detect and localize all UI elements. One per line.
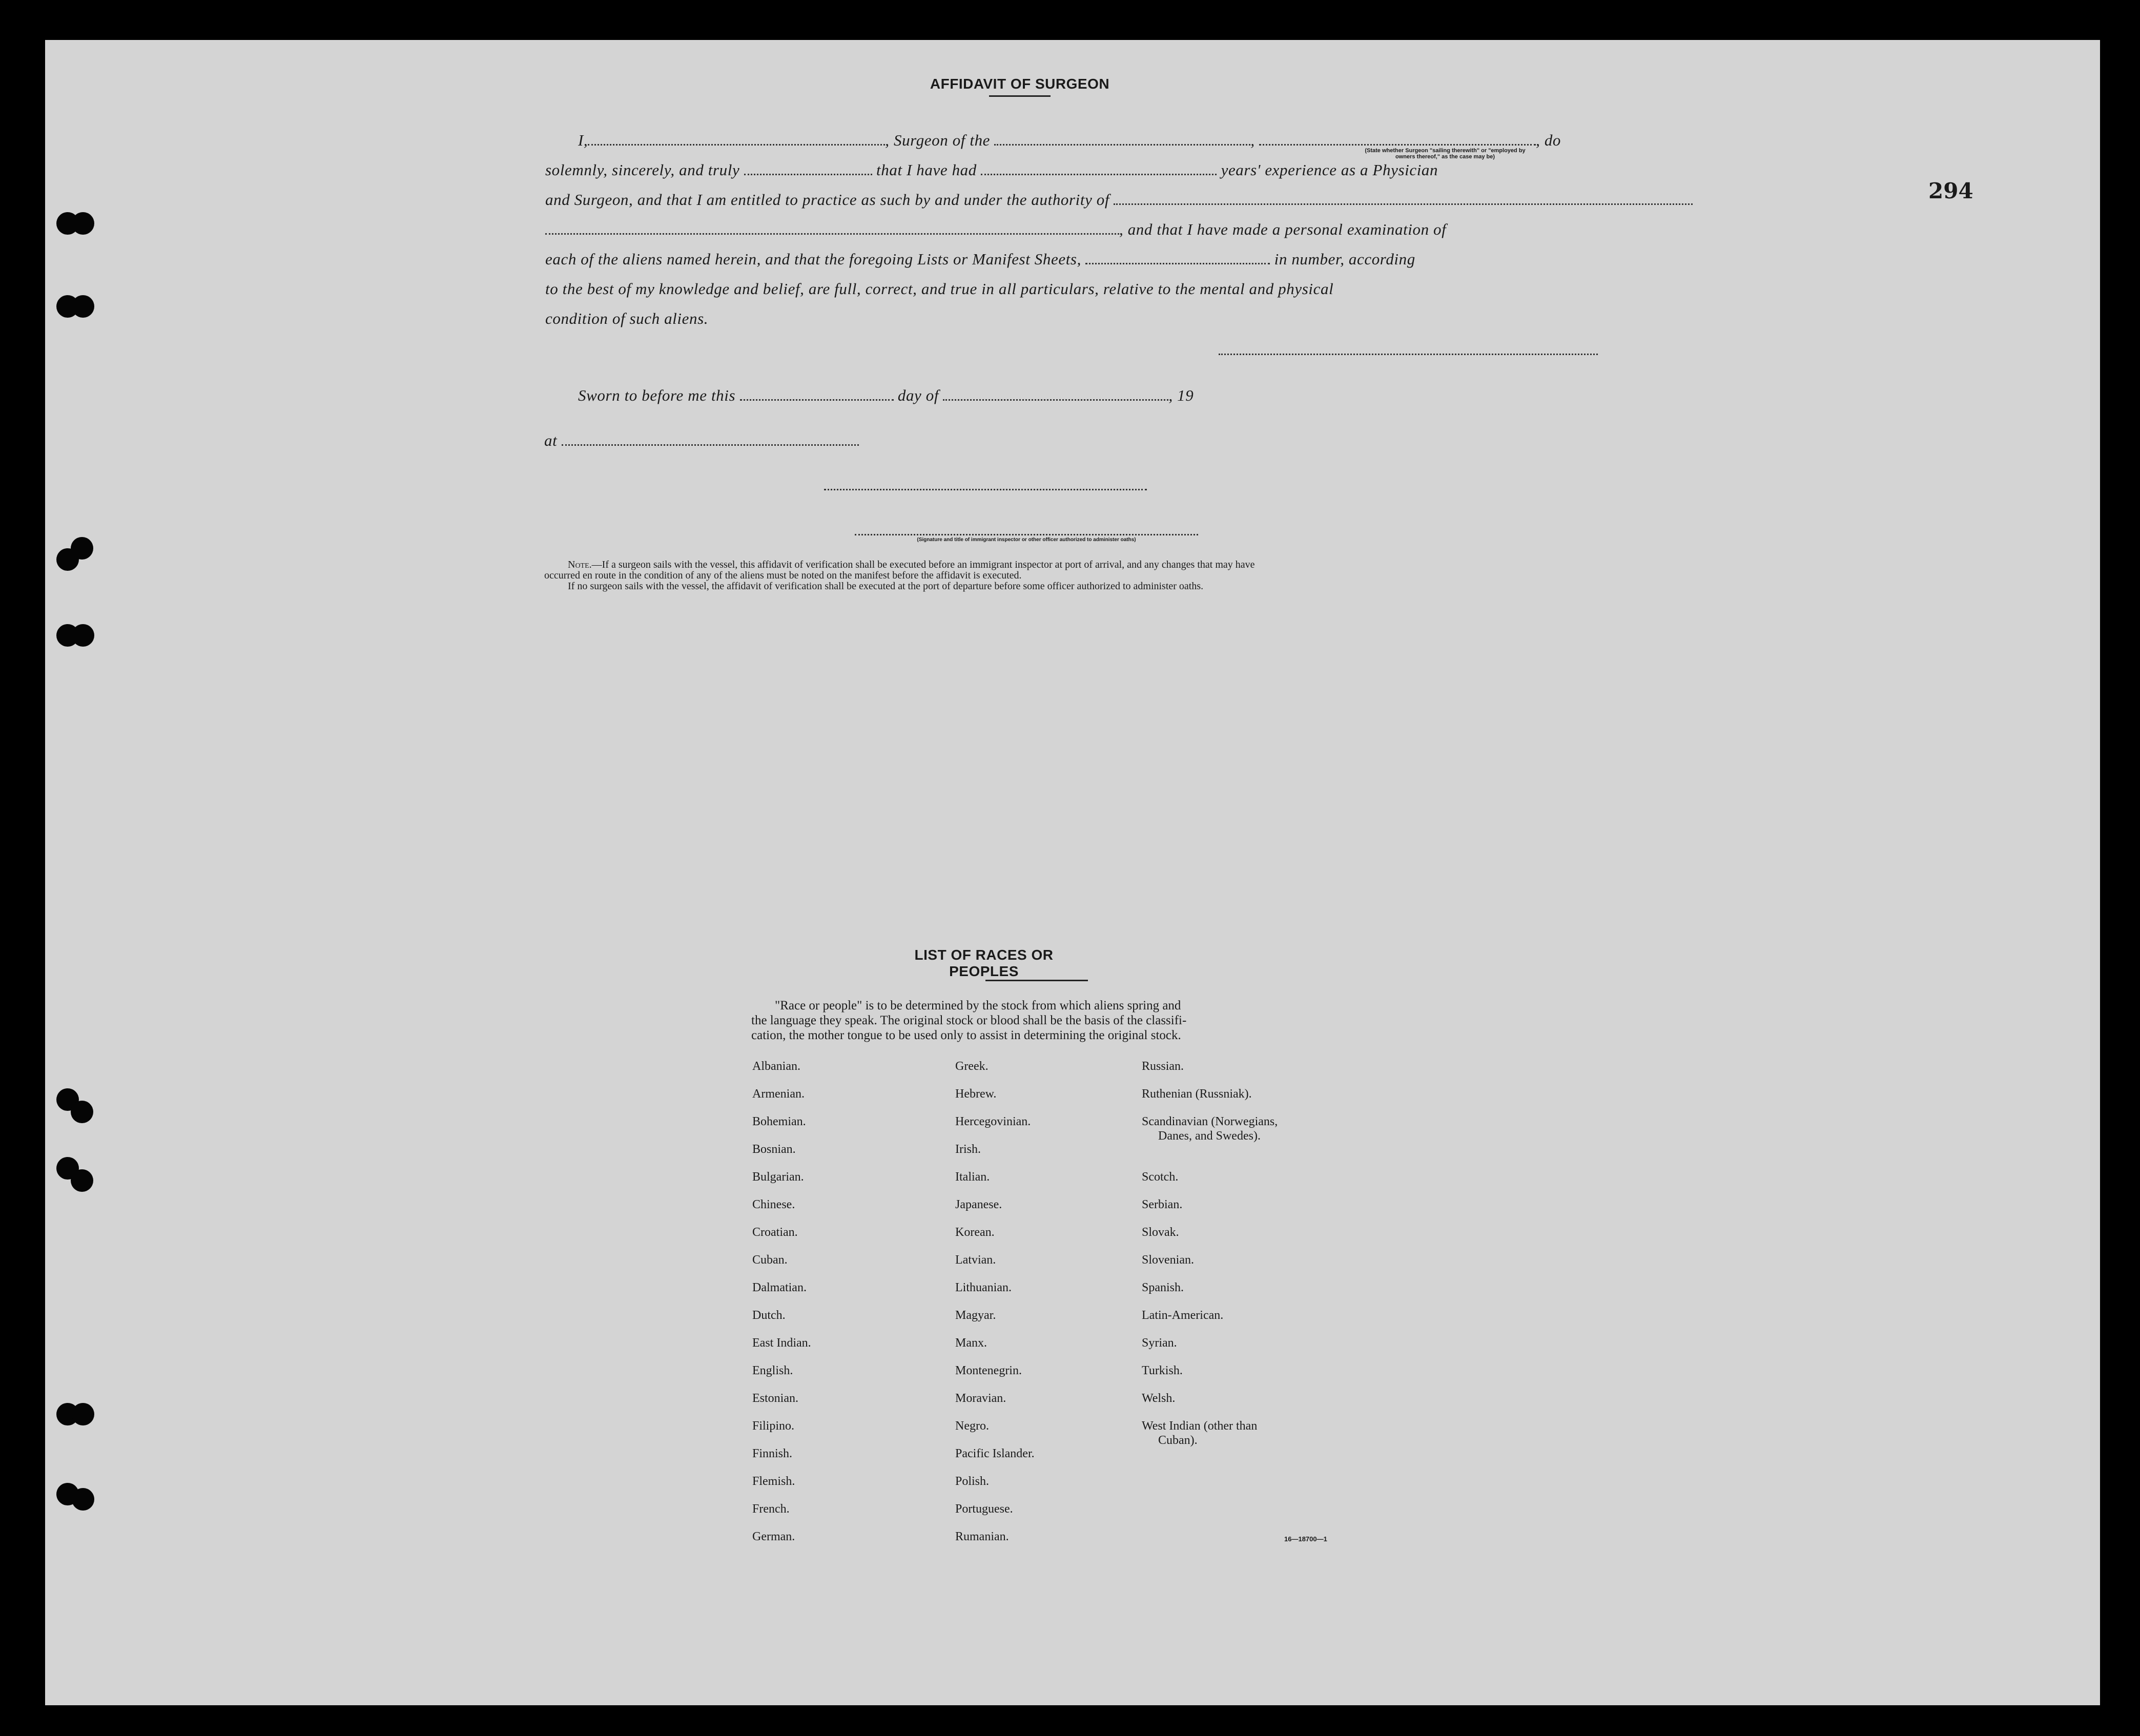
text-personal-examination: , and that I have made a personal examination of bbox=[1119, 220, 1447, 238]
at-line bbox=[544, 431, 859, 450]
text-surgeon-of-the: , Surgeon of the bbox=[885, 131, 991, 149]
binder-hole bbox=[71, 1101, 93, 1123]
note-label: Note. bbox=[568, 559, 592, 570]
text-i: I, bbox=[578, 131, 588, 149]
state-note bbox=[1302, 148, 1589, 160]
race-item: Portuguese. bbox=[955, 1502, 1013, 1516]
signature-caption: (Signature and title of immigrant inspector or other officer authorized to administer oaths) bbox=[917, 537, 1136, 543]
race-item: Spanish. bbox=[1142, 1281, 1184, 1294]
sheets-number-field[interactable] bbox=[1085, 262, 1270, 264]
race-item: Korean. bbox=[955, 1226, 995, 1239]
note-line-3: If no surgeon sails with the vessel, the affidavit of verification shall be executed at the port of departure before some officer authorized to administer oaths. bbox=[568, 581, 1204, 592]
affidavit-line-4 bbox=[545, 220, 1446, 239]
affidavit-line-2 bbox=[545, 161, 1438, 179]
affidavit-line-6: to the best of my knowledge and belief, are full, correct, and true in all particulars, relative to the mental and physical bbox=[545, 280, 1334, 298]
text-years-experience: years' experience as a Physician bbox=[1221, 161, 1438, 179]
affidavit-line-5 bbox=[545, 250, 1415, 268]
race-item: Ruthenian (Russniak). bbox=[1142, 1087, 1252, 1101]
officer-signature-field[interactable] bbox=[824, 488, 1147, 490]
race-item: Cuban). bbox=[1158, 1434, 1198, 1447]
affidavit-line-7: condition of such aliens. bbox=[545, 309, 709, 327]
intro-line-3: cation, the mother tongue to be used only to assist in determining the original stock. bbox=[751, 1028, 1181, 1042]
race-item: Welsh. bbox=[1142, 1392, 1176, 1405]
text-sworn: Sworn to before me this bbox=[578, 386, 736, 404]
race-item: German. bbox=[752, 1530, 795, 1543]
race-item: Magyar. bbox=[955, 1309, 996, 1322]
text-in-number: in number, according bbox=[1274, 250, 1415, 268]
oath-type-field[interactable] bbox=[744, 173, 872, 175]
race-item: Syrian. bbox=[1142, 1336, 1177, 1350]
text-at: at bbox=[544, 431, 558, 449]
intro-line-2: the language they speak. The original stock or blood shall be the basis of the classifi- bbox=[751, 1014, 1187, 1027]
race-item: Montenegrin. bbox=[955, 1364, 1022, 1377]
race-item: Bosnian. bbox=[752, 1143, 796, 1156]
race-item: Slovenian. bbox=[1142, 1253, 1194, 1267]
race-item: Dutch. bbox=[752, 1309, 786, 1322]
race-item: Estonian. bbox=[752, 1392, 798, 1405]
race-item: Scandinavian (Norwegians, bbox=[1142, 1115, 1278, 1128]
surgeon-signature-field[interactable] bbox=[1219, 353, 1598, 355]
text-each-of-the-aliens: each of the aliens named herein, and that the foregoing Lists or Manifest Sheets, bbox=[545, 250, 1081, 268]
race-item: Japanese. bbox=[955, 1198, 1002, 1211]
text-and-surgeon: and Surgeon, and that I am entitled to practice as such by and under the authority of bbox=[545, 191, 1110, 209]
races-title: LIST OF RACES OR PEOPLES bbox=[914, 947, 1054, 979]
race-item: Bohemian. bbox=[752, 1115, 806, 1128]
race-item: Greek. bbox=[955, 1060, 989, 1073]
race-item: Latvian. bbox=[955, 1253, 996, 1267]
document-sheet bbox=[45, 40, 2100, 1705]
affidavit-note bbox=[544, 560, 1255, 592]
text-year: , 19 bbox=[1168, 386, 1194, 404]
vessel-field[interactable] bbox=[994, 143, 1250, 146]
note-text-1: —If a surgeon sails with the vessel, this affidavit of verification shall be executed before an immigrant inspector at port of arrival, and any changes that may have bbox=[591, 559, 1255, 570]
race-item: Turkish. bbox=[1142, 1364, 1183, 1377]
race-item: Scotch. bbox=[1142, 1170, 1179, 1184]
authority-field-2[interactable] bbox=[545, 232, 1119, 235]
state-note-line-2: owners thereof," as the case may be) bbox=[1395, 154, 1495, 160]
race-item: Hebrew. bbox=[955, 1087, 997, 1101]
affidavit-line-3 bbox=[545, 191, 1693, 209]
affidavit-title: AFFIDAVIT OF SURGEON bbox=[930, 76, 1110, 92]
binder-hole bbox=[72, 624, 94, 647]
text-comma: , bbox=[1250, 131, 1255, 149]
race-item: Latin-American. bbox=[1142, 1309, 1224, 1322]
text-that-i-have-had: that I have had bbox=[876, 161, 977, 179]
race-item: Negro. bbox=[955, 1419, 989, 1433]
sworn-line bbox=[578, 386, 1194, 405]
authority-field-1[interactable] bbox=[1114, 202, 1693, 205]
binder-hole bbox=[72, 295, 94, 318]
race-item: Pacific Islander. bbox=[955, 1447, 1035, 1460]
at-place-field[interactable] bbox=[562, 443, 859, 446]
race-item: Slovak. bbox=[1142, 1226, 1179, 1239]
race-item: Lithuanian. bbox=[955, 1281, 1012, 1294]
binder-hole bbox=[71, 537, 93, 560]
race-item: Hercegovinian. bbox=[955, 1115, 1031, 1128]
binder-hole bbox=[72, 1403, 94, 1425]
affidavit-title-rule bbox=[989, 95, 1051, 97]
affidavit-line-1 bbox=[578, 131, 1561, 150]
race-item: Moravian. bbox=[955, 1392, 1006, 1405]
intro-line-1: "Race or people" is to be determined by the stock from which aliens spring and bbox=[775, 999, 1181, 1012]
race-item: Filipino. bbox=[752, 1419, 795, 1433]
state-note-line-1: (State whether Surgeon "sailing therewith" or "employed by bbox=[1365, 148, 1526, 154]
text-do: , do bbox=[1536, 131, 1561, 149]
form-code: 16—18700—1 bbox=[1284, 1535, 1327, 1543]
race-item: English. bbox=[752, 1364, 793, 1377]
race-item: French. bbox=[752, 1502, 790, 1516]
race-item: Dalmatian. bbox=[752, 1281, 807, 1294]
binder-hole bbox=[71, 1169, 93, 1192]
race-item: Finnish. bbox=[752, 1447, 793, 1460]
binder-hole bbox=[72, 212, 94, 235]
race-item: Manx. bbox=[955, 1336, 987, 1350]
officer-title-field[interactable] bbox=[855, 533, 1198, 535]
race-item: Irish. bbox=[955, 1143, 981, 1156]
sworn-day-field[interactable] bbox=[740, 398, 894, 401]
race-item: Armenian. bbox=[752, 1087, 805, 1101]
races-title-rule bbox=[985, 980, 1088, 981]
race-item: Chinese. bbox=[752, 1198, 795, 1211]
race-item: Rumanian. bbox=[955, 1530, 1009, 1543]
surgeon-status-field[interactable] bbox=[1259, 143, 1536, 146]
races-intro bbox=[751, 998, 1186, 1043]
note-line-2: occurred en route in the condition of any of the aliens must be noted on the manifest before the affidavit is executed. bbox=[544, 570, 1022, 581]
race-item: Flemish. bbox=[752, 1475, 795, 1488]
text-day-of: day of bbox=[897, 386, 939, 404]
race-item: Russian. bbox=[1142, 1060, 1184, 1073]
sworn-month-field[interactable] bbox=[943, 398, 1168, 401]
race-item: Albanian. bbox=[752, 1060, 800, 1073]
race-item: Serbian. bbox=[1142, 1198, 1183, 1211]
note-line-1 bbox=[544, 560, 1255, 570]
surgeon-name-field[interactable] bbox=[588, 143, 885, 146]
race-item: Italian. bbox=[955, 1170, 990, 1184]
race-item: East Indian. bbox=[752, 1336, 811, 1350]
race-item: Polish. bbox=[955, 1475, 990, 1488]
years-field[interactable] bbox=[981, 173, 1217, 175]
race-item: Bulgarian. bbox=[752, 1170, 804, 1184]
text-solemnly: solemnly, sincerely, and truly bbox=[545, 161, 740, 179]
race-item: West Indian (other than bbox=[1142, 1419, 1258, 1433]
race-item: Cuban. bbox=[752, 1253, 788, 1267]
race-item: Danes, and Swedes). bbox=[1158, 1129, 1261, 1143]
page-number: 294 bbox=[1928, 178, 1973, 203]
binder-hole bbox=[72, 1488, 94, 1511]
race-item: Croatian. bbox=[752, 1226, 798, 1239]
